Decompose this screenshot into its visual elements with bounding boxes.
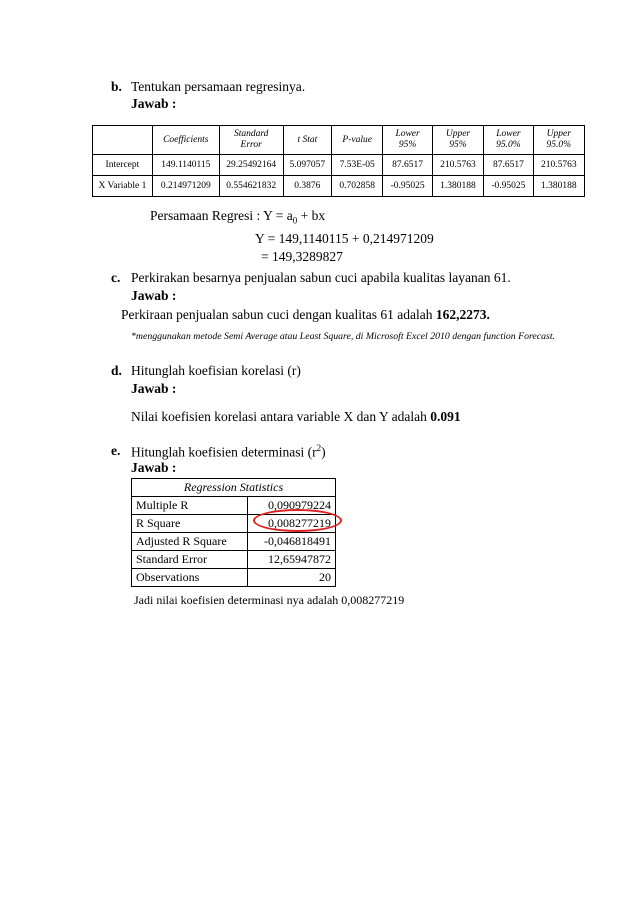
equation-line-3: = 149,3289827 bbox=[261, 248, 343, 264]
table-header-cell bbox=[93, 126, 153, 155]
stats-label: Adjusted R Square bbox=[132, 533, 248, 551]
question-c-text: Perkirakan besarnya penjualan sabun cuci apabila kualitas layanan 61. bbox=[131, 270, 511, 285]
table-cell: 7.53E-05 bbox=[332, 155, 383, 176]
equation-line-1: Persamaan Regresi : $Y = a_0$ + bx bbox=[150, 208, 326, 226]
stats-label: Standard Error bbox=[132, 551, 248, 569]
stats-value: 0,090979224 bbox=[247, 497, 335, 515]
table-header-cell: Standard Error bbox=[219, 126, 283, 155]
stats-label: Multiple R bbox=[132, 497, 248, 515]
stats-title-row bbox=[132, 479, 336, 497]
table-cell: -0.95025 bbox=[383, 176, 432, 197]
answer-c-value: 162,2273. bbox=[435, 307, 490, 322]
question-e-letter: e. bbox=[111, 443, 121, 458]
table-cell: 5.097057 bbox=[283, 155, 331, 176]
answer-c: Perkiraan penjualan sabun cuci dengan kualitas 61 adalah 162,2273. bbox=[121, 307, 490, 322]
regression-coefficients-table bbox=[92, 125, 585, 197]
stats-value: -0,046818491 bbox=[247, 533, 335, 551]
table-row bbox=[132, 551, 336, 569]
regression-equation bbox=[150, 207, 434, 266]
stats-label: Observations bbox=[132, 569, 248, 587]
question-c bbox=[111, 270, 611, 288]
question-d-text: Hitunglah koefisian korelasi (r) bbox=[131, 363, 301, 378]
question-b-letter: b. bbox=[111, 79, 122, 94]
stats-value: 12,65947872 bbox=[247, 551, 335, 569]
table-row bbox=[93, 155, 585, 176]
table-cell: 0.702858 bbox=[332, 176, 383, 197]
question-c-letter: c. bbox=[111, 270, 121, 285]
table-cell: 0.3876 bbox=[283, 176, 331, 197]
question-b-text: Tentukan persamaan regresinya. bbox=[131, 79, 306, 94]
table-header-cell: P-value bbox=[332, 126, 383, 155]
table-cell: Intercept bbox=[93, 155, 153, 176]
answer-d: Nilai koefisien korelasi antara variable X dan Y adalah 0.091 bbox=[131, 409, 461, 424]
table-cell: 0.214971209 bbox=[152, 176, 219, 197]
question-e bbox=[111, 443, 611, 461]
table-header-cell: Upper 95.0% bbox=[533, 126, 584, 155]
jawab-d: Jawab : bbox=[131, 381, 177, 396]
jawab-e: Jawab : bbox=[131, 460, 177, 475]
stats-label: R Square bbox=[132, 515, 248, 533]
table-header-cell: Coefficients bbox=[152, 126, 219, 155]
equation-line-2: Y = 149,1140115 + 0,214971209 bbox=[255, 230, 434, 246]
jawab-b: Jawab : bbox=[131, 96, 177, 111]
table-row bbox=[93, 176, 585, 197]
table-cell: X Variable 1 bbox=[93, 176, 153, 197]
table-cell: 1.380188 bbox=[533, 176, 584, 197]
table-cell: 29.25492164 bbox=[219, 155, 283, 176]
table-header-cell: Lower 95% bbox=[383, 126, 432, 155]
question-d-letter: d. bbox=[111, 363, 122, 378]
stats-title: Regression Statistics bbox=[132, 479, 336, 497]
table-header-cell: t Stat bbox=[283, 126, 331, 155]
question-d bbox=[111, 363, 611, 381]
method-note: *menggunakan metode Semi Average atau Least Square, di Microsoft Excel 2010 dengan function Forecast. bbox=[131, 331, 555, 342]
table-cell: 210.5763 bbox=[533, 155, 584, 176]
table-row bbox=[132, 569, 336, 587]
conclusion-e: Jadi nilai koefisien determinasi nya adalah 0,008277219 bbox=[134, 593, 405, 607]
answer-d-value: 0.091 bbox=[430, 409, 461, 424]
question-e-text: Hitunglah koefisien determinasi $(r^2)$ bbox=[131, 443, 326, 460]
table-header-cell: Lower 95.0% bbox=[484, 126, 533, 155]
table-cell: 0.554621832 bbox=[219, 176, 283, 197]
table-cell: 149.1140115 bbox=[152, 155, 219, 176]
table-header-cell: Upper 95% bbox=[432, 126, 483, 155]
table-cell: 87.6517 bbox=[383, 155, 432, 176]
question-b bbox=[111, 79, 611, 97]
stats-value: 20 bbox=[319, 570, 331, 584]
table-cell: 87.6517 bbox=[484, 155, 533, 176]
table-cell: 210.5763 bbox=[432, 155, 483, 176]
jawab-c: Jawab : bbox=[131, 288, 177, 303]
table-row bbox=[132, 533, 336, 551]
regression-statistics-table bbox=[131, 478, 336, 587]
table-header-row bbox=[93, 126, 585, 155]
highlight-ellipse bbox=[253, 509, 342, 532]
stats-value-highlighted: 0,008277219 bbox=[247, 515, 335, 533]
table-cell: 1.380188 bbox=[432, 176, 483, 197]
table-cell: -0.95025 bbox=[484, 176, 533, 197]
